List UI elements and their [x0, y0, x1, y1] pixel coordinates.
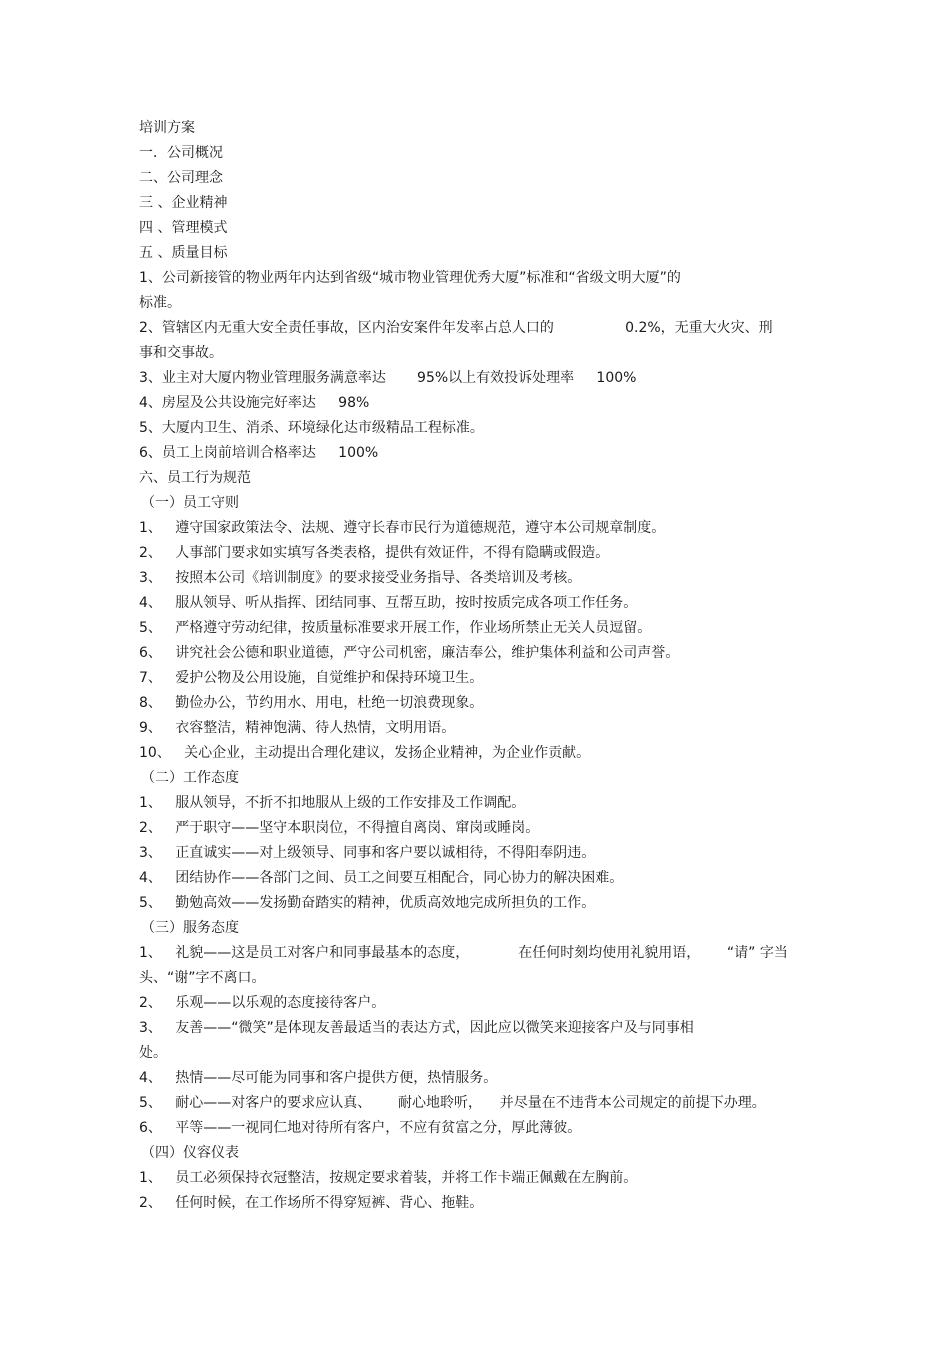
subsection-heading-staff-rules: （一）员工守则: [141, 495, 239, 511]
section-heading-company-overview: 一．公司概况: [139, 145, 223, 161]
staff-rule-item: 6、 讲究社会公德和职业道德，严守公司机密，廉洁奉公，维护集体利益和公司声誉。: [139, 645, 680, 661]
work-attitude-item: 3、 正直诚实——对上级领导、同事和客户要以诚相待，不得阳奉阴违。: [139, 845, 596, 861]
work-attitude-item: 5、 勤勉高效——发扬勤奋踏实的精神，优质高效地完成所担负的工作。: [139, 895, 596, 911]
section-heading-quality-goals: 五 、质量目标: [139, 245, 228, 261]
section-heading-enterprise-spirit: 三 、企业精神: [139, 195, 228, 211]
staff-rule-item: 8、 勤俭办公，节约用水、用电，杜绝一切浪费现象。: [139, 695, 484, 711]
work-attitude-item: 2、 严于职守——坚守本职岗位，不得擅自离岗、窜岗或睡岗。: [139, 820, 540, 836]
document-title: 培训方案: [139, 120, 195, 136]
section-heading-staff-conduct: 六、员工行为规范: [139, 470, 251, 486]
quality-goal-item: 3、业主对大厦内物业管理服务满意率达 95%以上有效投诉处理率 100%: [139, 370, 637, 386]
document-body: [139, 116, 819, 1216]
staff-rule-item: 1、 遵守国家政策法令、法规、遵守长春市民行为道德规范，遵守本公司规章制度。: [139, 520, 666, 536]
staff-rule-item: 3、 按照本公司《培训制度》的要求接受业务指导、各类培训及考核。: [139, 570, 582, 586]
staff-rule-item: 5、 严格遵守劳动纪律，按质量标准要求开展工作，作业场所禁止无关人员逗留。: [139, 620, 652, 636]
staff-rule-item: 10、 关心企业，主动提出合理化建议，发扬企业精神，为企业作贡献。: [139, 745, 591, 761]
staff-rule-item: 2、 人事部门要求如实填写各类表格，提供有效证件，不得有隐瞒或假造。: [139, 545, 610, 561]
appearance-item: 1、 员工必须保持衣冠整洁，按规定要求着装，并将工作卡端正佩戴在左胸前。: [139, 1170, 638, 1186]
appearance-item: 2、 任何时候，在工作场所不得穿短裤、背心、拖鞋。: [139, 1195, 484, 1211]
staff-rule-item: 4、 服从领导、听从指挥、团结同事、互帮互助，按时按质完成各项工作任务。: [139, 595, 638, 611]
staff-rule-item: 9、 衣容整洁，精神饱满、待人热情，文明用语。: [139, 720, 456, 736]
quality-goal-item: 4、房屋及公共设施完好率达 98%: [139, 395, 370, 411]
service-attitude-item: 1、 礼貌——这是员工对客户和同事最基本的态度， 在任何时刻均使用礼貌用语， “请” 字当: [139, 945, 788, 961]
service-attitude-item: 6、 平等——一视同仁地对待所有客户，不应有贫富之分，厚此薄彼。: [139, 1120, 582, 1136]
quality-goal-item: 6、员工上岗前培训合格率达 100%: [139, 445, 379, 461]
service-attitude-item: 5、 耐心——对客户的要求应认真、 耐心地聆听， 并尽量在不违背本公司规定的前提下办理。: [139, 1095, 766, 1111]
quality-goal-item: 5、大厦内卫生、消杀、环境绿化达市级精品工程标准。: [139, 420, 484, 436]
section-heading-management-mode: 四 、管理模式: [139, 220, 228, 236]
work-attitude-item: 4、 团结协作——各部门之间、员工之间要互相配合，同心协力的解决困难。: [139, 870, 624, 886]
service-attitude-item-continued: 头、“谢”字不离口。: [139, 970, 266, 986]
staff-rule-item: 7、 爱护公物及公用设施，自觉维护和保持环境卫生。: [139, 670, 484, 686]
subsection-heading-work-attitude: （二）工作态度: [141, 770, 239, 786]
service-attitude-item: 3、 友善——“微笑”是体现友善最适当的表达方式，因此应以微笑来迎接客户及与同事相: [139, 1020, 694, 1036]
quality-goal-item: 2、管辖区内无重大安全责任事故，区内治安案件年发率占总人口的 0.2%，无重大火灾、刑: [139, 320, 773, 336]
service-attitude-item-continued: 处。: [139, 1045, 167, 1061]
section-heading-company-philosophy: 二、公司理念: [139, 170, 223, 186]
quality-goal-item-continued: 标准。: [139, 295, 181, 311]
quality-goal-item-continued: 事和交事故。: [139, 345, 223, 361]
quality-goal-item: 1、公司新接管的物业两年内达到省级“城市物业管理优秀大厦”标准和“省级文明大厦”的: [139, 270, 681, 286]
subsection-heading-service-attitude: （三）服务态度: [141, 920, 239, 936]
subsection-heading-appearance: （四）仪容仪表: [141, 1145, 239, 1161]
work-attitude-item: 1、 服从领导，不折不扣地服从上级的工作安排及工作调配。: [139, 795, 526, 811]
service-attitude-item: 2、 乐观——以乐观的态度接待客户。: [139, 995, 386, 1011]
service-attitude-item: 4、 热情——尽可能为同事和客户提供方便，热情服务。: [139, 1070, 498, 1086]
